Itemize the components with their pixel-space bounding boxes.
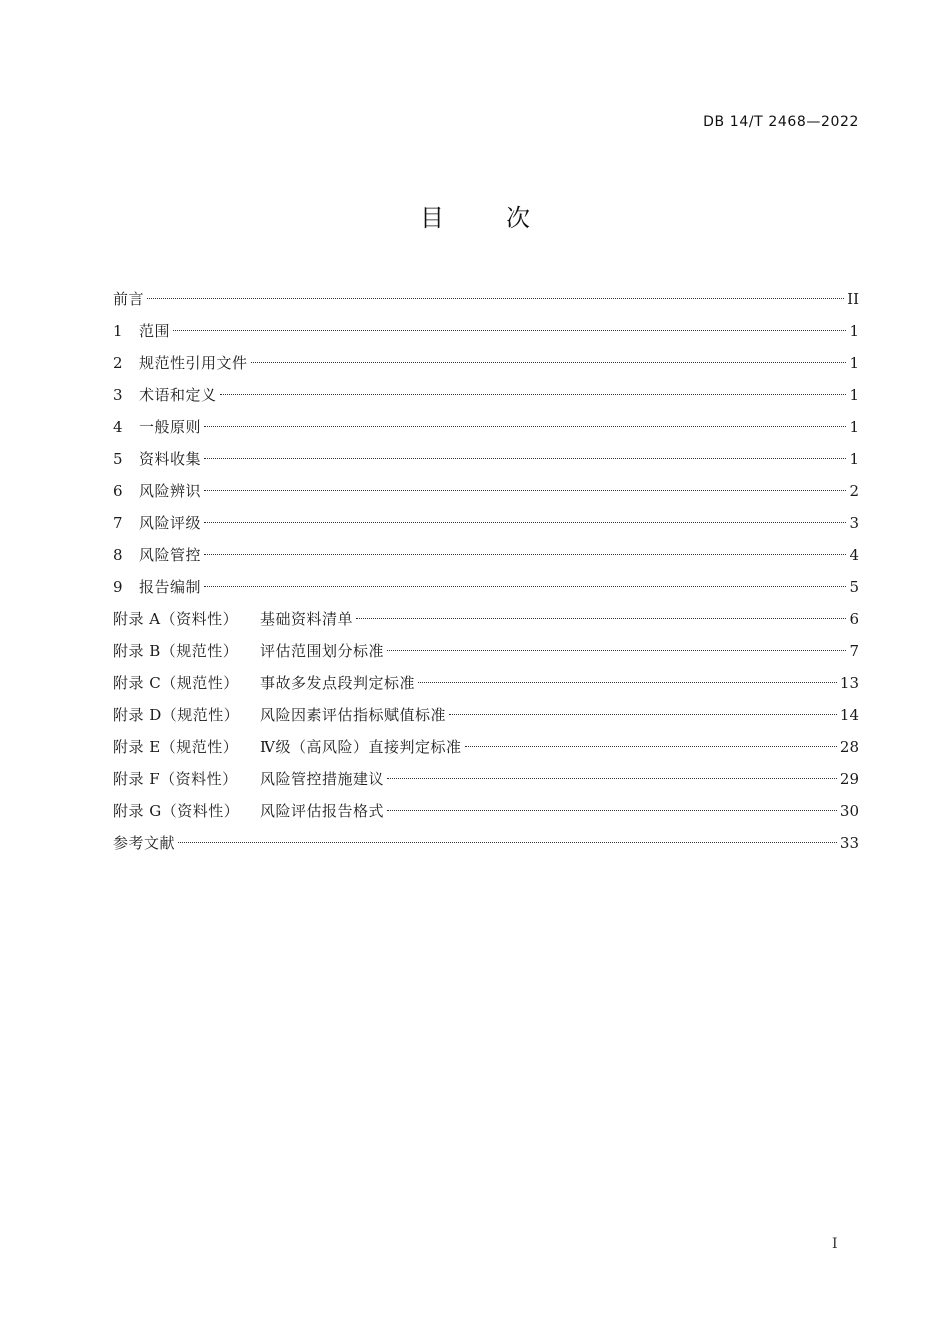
dot-leader: [220, 394, 847, 395]
toc-entry[interactable]: [113, 383, 859, 415]
toc-entry[interactable]: [113, 415, 859, 447]
toc-entry-appendix-prefix: 附录 D（规范性）: [113, 706, 240, 724]
dot-leader: [387, 650, 846, 651]
toc-entry-label: 报告编制: [139, 578, 202, 596]
toc-entry[interactable]: [113, 767, 859, 799]
toc-entry-label: 评估范围划分标准: [260, 642, 385, 660]
toc-entry[interactable]: [113, 575, 859, 607]
toc-entry-page-number: 6: [849, 610, 859, 628]
toc-title-first-char: 目: [420, 204, 444, 232]
toc-entry[interactable]: [113, 543, 859, 575]
toc-entry[interactable]: [113, 511, 859, 543]
page-number: I: [832, 1236, 838, 1252]
toc-entry[interactable]: [113, 351, 859, 383]
dot-leader: [387, 810, 837, 811]
dot-leader: [418, 682, 837, 683]
table-of-contents: [113, 287, 859, 863]
toc-entry[interactable]: [113, 639, 859, 671]
toc-entry-page-number: 4: [849, 546, 859, 564]
toc-entry-number: 4: [113, 418, 123, 436]
toc-entry-number: 3: [113, 386, 123, 404]
toc-entry-label: 规范性引用文件: [139, 354, 248, 372]
toc-entry-label: 前言: [113, 290, 145, 308]
toc-entry[interactable]: [113, 735, 859, 767]
toc-entry-page-number: 1: [849, 354, 859, 372]
toc-entry-page-number: 30: [839, 802, 859, 820]
toc-entry-number: 5: [113, 450, 123, 468]
toc-entry[interactable]: [113, 831, 859, 863]
dot-leader: [204, 554, 846, 555]
dot-leader: [449, 714, 837, 715]
toc-entry-label: 术语和定义: [139, 386, 217, 404]
toc-entry-appendix-prefix: 附录 B（规范性）: [113, 642, 239, 660]
toc-entry-page-number: 1: [849, 386, 859, 404]
toc-entry-page-number: 5: [849, 578, 859, 596]
dot-leader: [178, 842, 837, 843]
dot-leader: [204, 586, 846, 587]
toc-entry-label: 参考文献: [113, 834, 176, 852]
dot-leader: [204, 490, 846, 491]
toc-entry-appendix-prefix: 附录 C（规范性）: [113, 674, 239, 692]
toc-entry-page-number: 7: [849, 642, 859, 660]
toc-entry-label: 风险因素评估指标赋值标准: [260, 706, 447, 724]
dot-leader: [356, 618, 846, 619]
toc-entry[interactable]: [113, 287, 859, 319]
toc-title: [0, 198, 950, 233]
toc-entry-page-number: II: [847, 290, 859, 308]
toc-entry-label: 事故多发点段判定标准: [260, 674, 416, 692]
toc-entry-number: 6: [113, 482, 123, 500]
toc-entry-label: 风险评级: [139, 514, 202, 532]
toc-entry-page-number: 1: [849, 322, 859, 340]
document-code: DB 14/T 2468—2022: [703, 114, 859, 130]
toc-entry-label: 风险评估报告格式: [260, 802, 385, 820]
toc-entry-label: 风险管控: [139, 546, 202, 564]
dot-leader: [251, 362, 847, 363]
toc-entry-label: 风险辨识: [139, 482, 202, 500]
toc-entry-label: 资料收集: [139, 450, 202, 468]
toc-entry-appendix-prefix: 附录 E（规范性）: [113, 738, 239, 756]
toc-entry[interactable]: [113, 479, 859, 511]
toc-entry-appendix-prefix: 附录 G（资料性）: [113, 802, 240, 820]
dot-leader: [147, 298, 844, 299]
toc-title-second-char: 次: [506, 204, 530, 232]
toc-entry-page-number: 28: [839, 738, 859, 756]
toc-entry-label: 风险管控措施建议: [260, 770, 385, 788]
toc-entry[interactable]: [113, 703, 859, 735]
toc-entry-page-number: 29: [839, 770, 859, 788]
dot-leader: [204, 522, 846, 523]
toc-entry[interactable]: [113, 607, 859, 639]
toc-entry-number: 8: [113, 546, 123, 564]
dot-leader: [204, 458, 846, 459]
toc-entry-appendix-prefix: 附录 F（资料性）: [113, 770, 238, 788]
toc-entry[interactable]: [113, 447, 859, 479]
toc-entry-page-number: 1: [849, 450, 859, 468]
toc-entry-label: 范围: [139, 322, 171, 340]
toc-entry-page-number: 13: [839, 674, 859, 692]
toc-entry-label: Ⅳ级（高风险）直接判定标准: [260, 738, 462, 756]
toc-entry[interactable]: [113, 799, 859, 831]
dot-leader: [465, 746, 837, 747]
toc-entry-page-number: 1: [849, 418, 859, 436]
toc-entry-appendix-prefix: 附录 A（资料性）: [113, 610, 239, 628]
toc-entry-label: 基础资料清单: [260, 610, 354, 628]
dot-leader: [173, 330, 846, 331]
toc-entry-number: 7: [113, 514, 123, 532]
toc-entry-number: 2: [113, 354, 123, 372]
toc-entry-number: 1: [113, 322, 123, 340]
toc-entry-label: 一般原则: [139, 418, 202, 436]
toc-entry-page-number: 33: [839, 834, 859, 852]
dot-leader: [204, 426, 846, 427]
toc-entry-number: 9: [113, 578, 123, 596]
toc-entry[interactable]: [113, 319, 859, 351]
toc-entry-page-number: 2: [849, 482, 859, 500]
dot-leader: [387, 778, 837, 779]
toc-entry[interactable]: [113, 671, 859, 703]
toc-entry-page-number: 3: [849, 514, 859, 532]
toc-entry-page-number: 14: [839, 706, 859, 724]
